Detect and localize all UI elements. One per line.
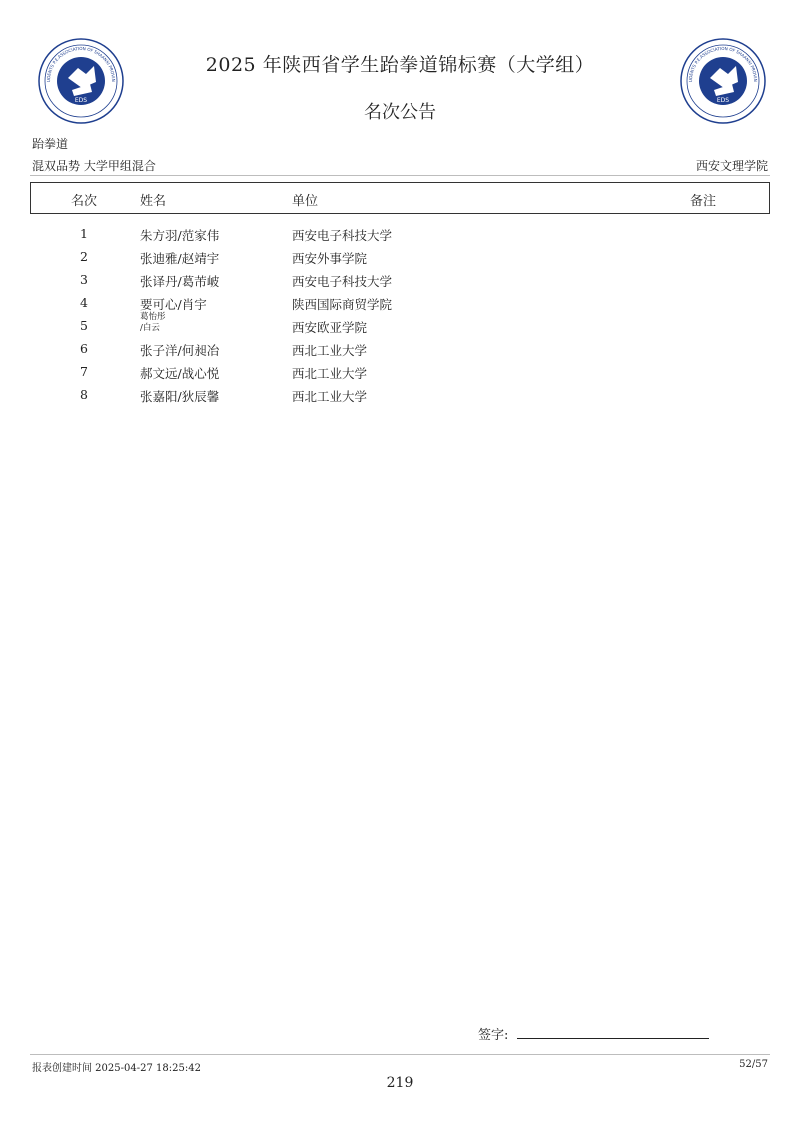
page-subtitle: 名次公告 bbox=[364, 102, 436, 123]
row-unit: 西安外事学院 bbox=[292, 251, 368, 266]
row-unit: 陕西国际商贸学院 bbox=[292, 297, 393, 312]
page-title: 2025 年陕西省学生跆拳道锦标赛（大学组） bbox=[205, 54, 595, 76]
row-unit: 西北工业大学 bbox=[292, 366, 368, 381]
row-rank: 4 bbox=[80, 295, 88, 310]
row-name: 郝文远/战心悦 bbox=[140, 366, 220, 381]
row-rank: 2 bbox=[80, 249, 88, 264]
row-unit: 西安电子科技大学 bbox=[292, 228, 393, 243]
row-rank: 3 bbox=[80, 272, 88, 287]
header-rule bbox=[30, 175, 770, 176]
table-row bbox=[30, 269, 770, 292]
header-unit: 单位 bbox=[292, 194, 319, 209]
row-unit: 西北工业大学 bbox=[292, 389, 368, 404]
table-row bbox=[30, 338, 770, 361]
row-name: 要可心/肖宇 bbox=[140, 297, 207, 312]
venue-label: 西安文理学院 bbox=[695, 159, 768, 173]
row-unit: 西安电子科技大学 bbox=[292, 274, 393, 289]
row-unit: 西安欧亚学院 bbox=[292, 320, 368, 335]
table-header bbox=[30, 182, 770, 214]
row-name: 张子洋/何昶冶 bbox=[140, 343, 220, 358]
header-name: 姓名 bbox=[140, 194, 167, 209]
report-created-time: 报表创建时间 2025-04-27 18:25:42 bbox=[32, 1063, 201, 1074]
row-rank: 7 bbox=[80, 364, 88, 379]
page-number: 219 bbox=[386, 1075, 414, 1091]
row-rank: 5 bbox=[80, 318, 88, 333]
row-rank: 6 bbox=[80, 341, 88, 356]
row-name-line2: /白云 bbox=[140, 323, 160, 333]
svg-text:STUDENTS P.E.ASSOCIATION OF SH: UDENTS P.E.ASSOCIATION OF SHAANXI PROVIN bbox=[45, 45, 117, 83]
table-row bbox=[30, 246, 770, 269]
page-of: 52/57 bbox=[739, 1059, 768, 1070]
row-name: 张嘉阳/狄辰馨 bbox=[140, 389, 220, 404]
row-name-line1: 葛怡彤 bbox=[140, 312, 166, 322]
header-note: 备注 bbox=[690, 194, 717, 209]
header-rank: 名次 bbox=[71, 194, 98, 209]
svg-text:STUDENTS P.E.ASSOCIATION OF SH: UDENTS P.E.ASSOCIATION OF SHAANXI PROVIN bbox=[687, 45, 759, 83]
svg-text:EDS: EDS bbox=[716, 97, 730, 104]
table-row bbox=[30, 312, 770, 338]
table-row bbox=[30, 361, 770, 384]
svg-text:EDS: EDS bbox=[74, 97, 88, 104]
row-name: 张译丹/葛芾岥 bbox=[140, 274, 220, 289]
row-rank: 1 bbox=[80, 226, 88, 241]
sport-label: 跆拳道 bbox=[32, 137, 69, 151]
event-label: 混双品势 大学甲组混合 bbox=[32, 159, 156, 173]
signature-line bbox=[517, 1038, 709, 1039]
table-row bbox=[30, 384, 770, 407]
row-name: 张迪雅/赵靖宇 bbox=[140, 251, 220, 266]
table-row bbox=[30, 223, 770, 246]
footer-rule bbox=[30, 1054, 770, 1055]
signature-label: 签字: bbox=[478, 1028, 509, 1043]
row-unit: 西北工业大学 bbox=[292, 343, 368, 358]
row-name: 朱方羽/范家伟 bbox=[140, 228, 220, 243]
row-rank: 8 bbox=[80, 387, 88, 402]
